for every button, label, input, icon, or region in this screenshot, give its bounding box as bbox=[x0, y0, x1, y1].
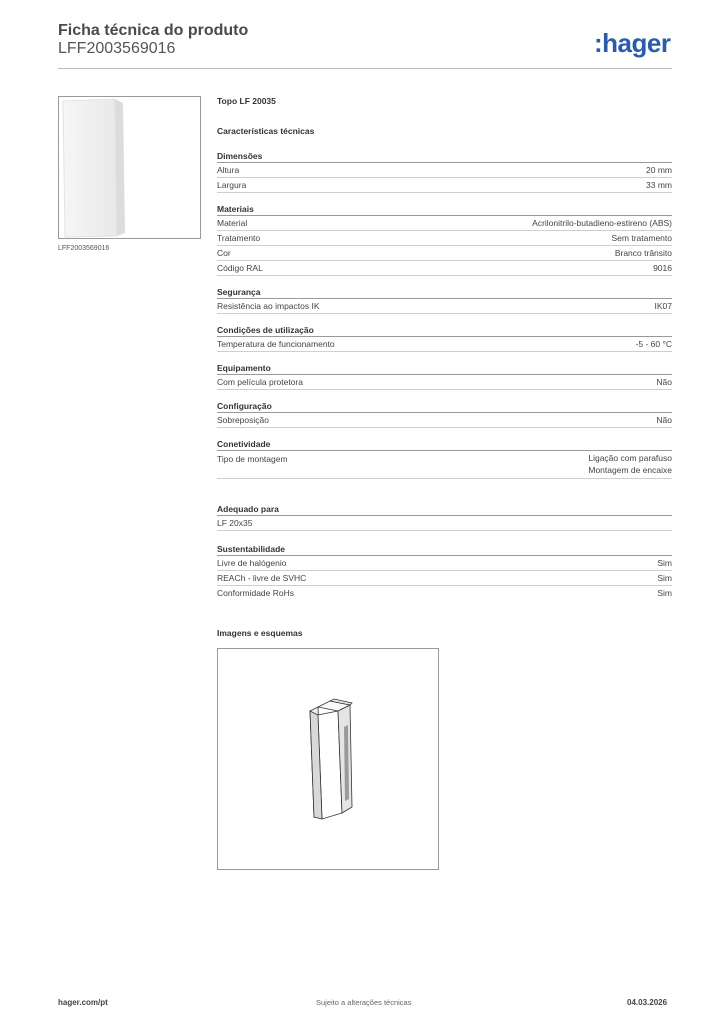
product-drawing bbox=[217, 648, 439, 870]
section-suitable-for bbox=[217, 503, 672, 531]
spec-value: 9016 bbox=[653, 263, 672, 273]
spec-value-line: Ligação com parafuso bbox=[588, 453, 672, 463]
spec-value: Sim bbox=[657, 558, 672, 568]
section-sustainability bbox=[217, 543, 672, 601]
spec-row bbox=[217, 231, 672, 246]
section-title: Sustentabilidade bbox=[217, 543, 672, 556]
spec-value: Sim bbox=[657, 573, 672, 583]
spec-value: -5 - 60 °C bbox=[635, 339, 672, 349]
spec-value bbox=[588, 452, 672, 476]
characteristics-heading: Características técnicas bbox=[217, 126, 315, 136]
section-title: Conetividade bbox=[217, 438, 672, 451]
spec-label: Sobreposição bbox=[217, 415, 269, 425]
spec-row bbox=[217, 413, 672, 428]
spec-label: Código RAL bbox=[217, 263, 263, 273]
spec-label: Tratamento bbox=[217, 233, 261, 243]
spec-row bbox=[217, 163, 672, 178]
section-safety bbox=[217, 286, 672, 314]
spec-value: Não bbox=[656, 415, 672, 425]
spec-row bbox=[217, 299, 672, 314]
spec-value-line: Montagem de encaixe bbox=[588, 465, 672, 475]
header-divider bbox=[58, 68, 672, 69]
spec-row bbox=[217, 571, 672, 586]
section-title: Materiais bbox=[217, 203, 672, 216]
product-code: LFF2003569016 bbox=[58, 40, 176, 57]
spec-label: Temperatura de funcionamento bbox=[217, 339, 335, 349]
spec-value: IK07 bbox=[654, 301, 672, 311]
spec-table bbox=[217, 96, 672, 601]
spec-row bbox=[217, 451, 672, 479]
spec-row bbox=[217, 178, 672, 193]
spec-label: Cor bbox=[217, 248, 231, 258]
section-title: Segurança bbox=[217, 286, 672, 299]
spec-row bbox=[217, 216, 672, 231]
spec-row bbox=[217, 516, 672, 531]
spec-label: Altura bbox=[217, 165, 240, 175]
images-heading: Imagens e esquemas bbox=[217, 628, 303, 638]
section-title: Dimensões bbox=[217, 150, 672, 163]
spec-value: 33 mm bbox=[646, 180, 672, 190]
spec-label: REACh - livre de SVHC bbox=[217, 573, 307, 583]
spec-label: Com película protetora bbox=[217, 377, 303, 387]
spec-value: Sim bbox=[657, 588, 672, 598]
spec-row bbox=[217, 586, 672, 601]
product-thumbnail-image bbox=[59, 97, 200, 238]
spec-value: 20 mm bbox=[646, 165, 672, 175]
section-title: Adequado para bbox=[217, 503, 672, 516]
end-cap-drawing bbox=[218, 649, 438, 869]
product-thumbnail bbox=[58, 96, 201, 239]
hager-logo: :hager bbox=[594, 28, 671, 58]
section-title: Configuração bbox=[217, 400, 672, 413]
spec-row bbox=[217, 375, 672, 390]
page-title: Ficha técnica do produto bbox=[58, 22, 249, 39]
spec-row bbox=[217, 556, 672, 571]
thumbnail-caption: LFF2003569016 bbox=[58, 245, 110, 252]
section-title: Condições de utilização bbox=[217, 324, 672, 337]
section-usage-conditions bbox=[217, 324, 672, 352]
spec-row bbox=[217, 337, 672, 352]
section-title: Equipamento bbox=[217, 362, 672, 375]
section-materials bbox=[217, 203, 672, 276]
spec-row bbox=[217, 246, 672, 261]
spec-label: LF 20x35 bbox=[217, 518, 253, 528]
footer-note: Sujeito a alterações técnicas bbox=[316, 998, 412, 1007]
spec-label: Tipo de montagem bbox=[217, 454, 288, 464]
section-dimensions bbox=[217, 150, 672, 193]
spec-label: Livre de halógenio bbox=[217, 558, 287, 568]
section-connectivity bbox=[217, 438, 672, 479]
spec-value: Branco trânsito bbox=[614, 248, 672, 258]
footer-website: hager.com/pt bbox=[58, 998, 108, 1007]
spec-label: Largura bbox=[217, 180, 247, 190]
section-configuration bbox=[217, 400, 672, 428]
spec-row bbox=[217, 261, 672, 276]
spec-label: Conformidade RoHs bbox=[217, 588, 295, 598]
spec-value: Acrilonitrilo-butadieno-estireno (ABS) bbox=[532, 218, 672, 228]
spec-label: Resistência ao impactos IK bbox=[217, 301, 320, 311]
section-equipment bbox=[217, 362, 672, 390]
product-name: Topo LF 20035 bbox=[217, 96, 276, 106]
spec-label: Material bbox=[217, 218, 248, 228]
footer-date: 04.03.2026 bbox=[627, 998, 668, 1007]
spec-value: Sem tratamento bbox=[611, 233, 672, 243]
spec-value: Não bbox=[656, 377, 672, 387]
